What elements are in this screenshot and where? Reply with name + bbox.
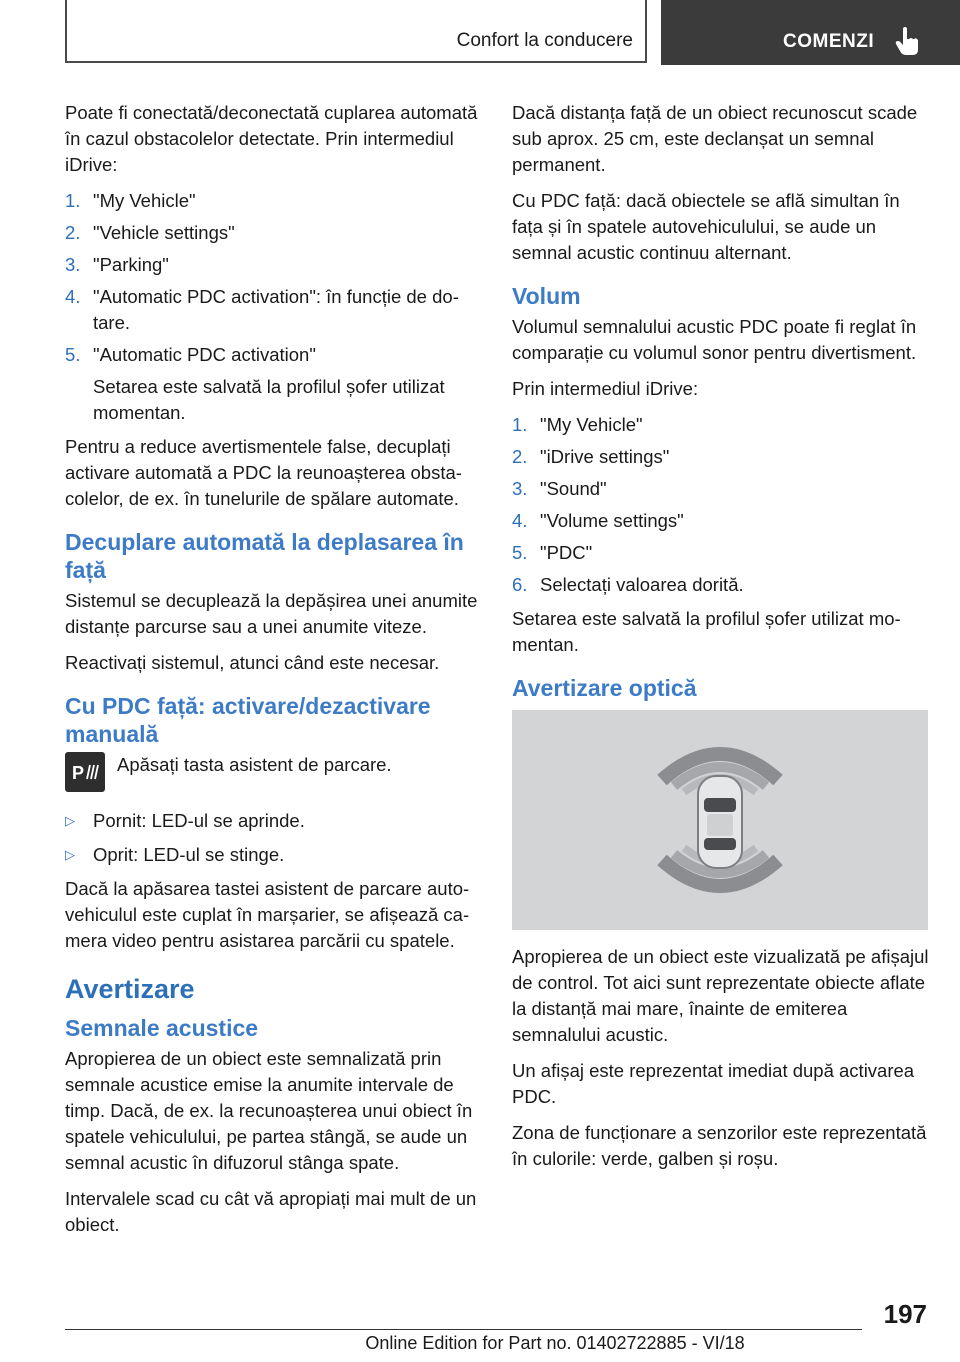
header-section-tab bbox=[65, 0, 647, 63]
front-distance-paragraph: Dacă distanța față de un obiect recunoscut scade sub aprox. 25 cm, este declanșat un semnal permanent. bbox=[512, 102, 918, 175]
left-column bbox=[65, 100, 479, 1248]
reactivate-paragraph: Reactivați sistemul, atunci când este necesar. bbox=[65, 652, 440, 673]
acoustic-paragraph: Apropierea de un obiect este semnalizată prin semnale acustice emise la anumite intervale de timp. Dacă, de ex. la recunoașterea unui obiect în spatele vehiculului, pe partea stângă, se aude un semnal acustic în difuzorul stânga spate. bbox=[65, 1048, 473, 1173]
step-result-note: Setarea este salvată la profilul șofer utilizat momentan. bbox=[93, 376, 445, 423]
heading-volume: Volum bbox=[512, 283, 581, 309]
heading-warning: Avertizare bbox=[65, 974, 195, 1004]
right-column bbox=[512, 100, 930, 1182]
list-item: 3. "Sound" bbox=[512, 478, 607, 499]
list-item: 4. "Automatic PDC activation": în funcție de dotare. bbox=[65, 286, 459, 333]
auto-off-paragraph: Sistemul se decuplează la depășirea unei anumite distanțe parcurse sau a unei anumite viteze. bbox=[65, 590, 478, 637]
list-item: 1. "My Vehicle" bbox=[512, 414, 643, 435]
footer-divider bbox=[65, 1329, 862, 1330]
list-item: 2. "iDrive settings" bbox=[512, 446, 670, 467]
saved-paragraph: Setarea este salvată la profilul șofer utilizat momentan. bbox=[512, 608, 901, 655]
interval-paragraph: Intervalele scad cu cât vă apropiați mai mult de un obiect. bbox=[65, 1188, 477, 1235]
false-warning-paragraph: Pentru a reduce avertismentele false, decuplați activare automată a PDC la reunoașterea obstacolelor, de ex. în tunelurile de spălare automate. bbox=[65, 436, 462, 509]
key-instruction bbox=[65, 752, 479, 796]
pdc-top-view-car-icon bbox=[512, 710, 928, 930]
triangle-bullet-icon: ▷ bbox=[65, 847, 75, 862]
header-section-title: Confort la conducere bbox=[456, 30, 633, 51]
front-rear-paragraph: Cu PDC față: dacă obiectele se află simultan în fața și în spatele autovehiculului, se aude un semnal acustic continuu alternant. bbox=[512, 190, 900, 263]
hand-pointer-icon bbox=[894, 26, 920, 56]
svg-text:P: P bbox=[72, 763, 85, 783]
volume-paragraph: Volumul semnalului acustic PDC poate fi reglat în comparație cu volumul sonor pentru divertisment. bbox=[512, 316, 917, 363]
footer-edition: Online Edition for Part no. 01402722885 - VI/18 bbox=[365, 1333, 745, 1353]
heading-auto-off: Decuplare automată la deplasarea în față bbox=[65, 529, 464, 583]
heading-acoustic: Semnale acustice bbox=[65, 1015, 259, 1041]
list-item: 4. "Volume settings" bbox=[512, 510, 684, 531]
page-number: 197 bbox=[883, 1299, 927, 1329]
pdc-figure bbox=[512, 710, 928, 930]
optical-paragraph-1: Apropierea de un obiect este vizualizată pe afișajul de control. Tot aici sunt reprezentate obiecte aflate la distanță mai mare, înainte de emiterea semnalului acustic. bbox=[512, 946, 929, 1045]
idrive-steps-list bbox=[65, 188, 479, 426]
volume-steps-list bbox=[512, 412, 930, 598]
optical-paragraph-3: Zona de funcționare a senzorilor este reprezentată în culorile: verde, galben și roșu. bbox=[512, 1122, 927, 1169]
list-item: 1. "My Vehicle" bbox=[65, 190, 196, 211]
heading-manual: Cu PDC față: activare/dezactivare manuală bbox=[65, 693, 431, 747]
key-instruction-text: Apăsați tasta asistent de parcare. bbox=[117, 754, 392, 775]
reverse-camera-paragraph: Dacă la apăsarea tastei asistent de parcare autovehiculul este cuplat în marșarier, se afișează camera video pentru asistarea parcării cu spatele. bbox=[65, 878, 470, 951]
header-chapter-title: COMENZI bbox=[783, 31, 875, 52]
list-item: 3. "Parking" bbox=[65, 254, 169, 275]
header-chapter-tab bbox=[661, 0, 960, 65]
heading-optical: Avertizare optică bbox=[512, 675, 697, 701]
park-assist-key-icon bbox=[65, 752, 105, 792]
list-item: ▷ Oprit: LED-ul se stinge. bbox=[65, 842, 479, 868]
triangle-bullet-icon: ▷ bbox=[65, 813, 75, 828]
optical-paragraph-2: Un afișaj este reprezentat imediat după activarea PDC. bbox=[512, 1060, 915, 1107]
list-item: ▷ Pornit: LED-ul se aprinde. bbox=[65, 808, 479, 834]
list-item: 5. "Automatic PDC activation" Setarea este salvată la profilul șofer utilizat momentan. bbox=[65, 342, 479, 426]
list-item: 2. "Vehicle settings" bbox=[65, 222, 235, 243]
intro-paragraph: Poate fi conectată/deconectată cuplarea automată în cazul obstacolelor detectate. Prin intermediul iDrive: bbox=[65, 102, 478, 175]
led-status-list bbox=[65, 808, 479, 868]
list-item: 6. Selectați valoarea dorită. bbox=[512, 574, 744, 595]
via-idrive-paragraph: Prin intermediul iDrive: bbox=[512, 378, 699, 399]
list-item: 5. "PDC" bbox=[512, 542, 593, 563]
